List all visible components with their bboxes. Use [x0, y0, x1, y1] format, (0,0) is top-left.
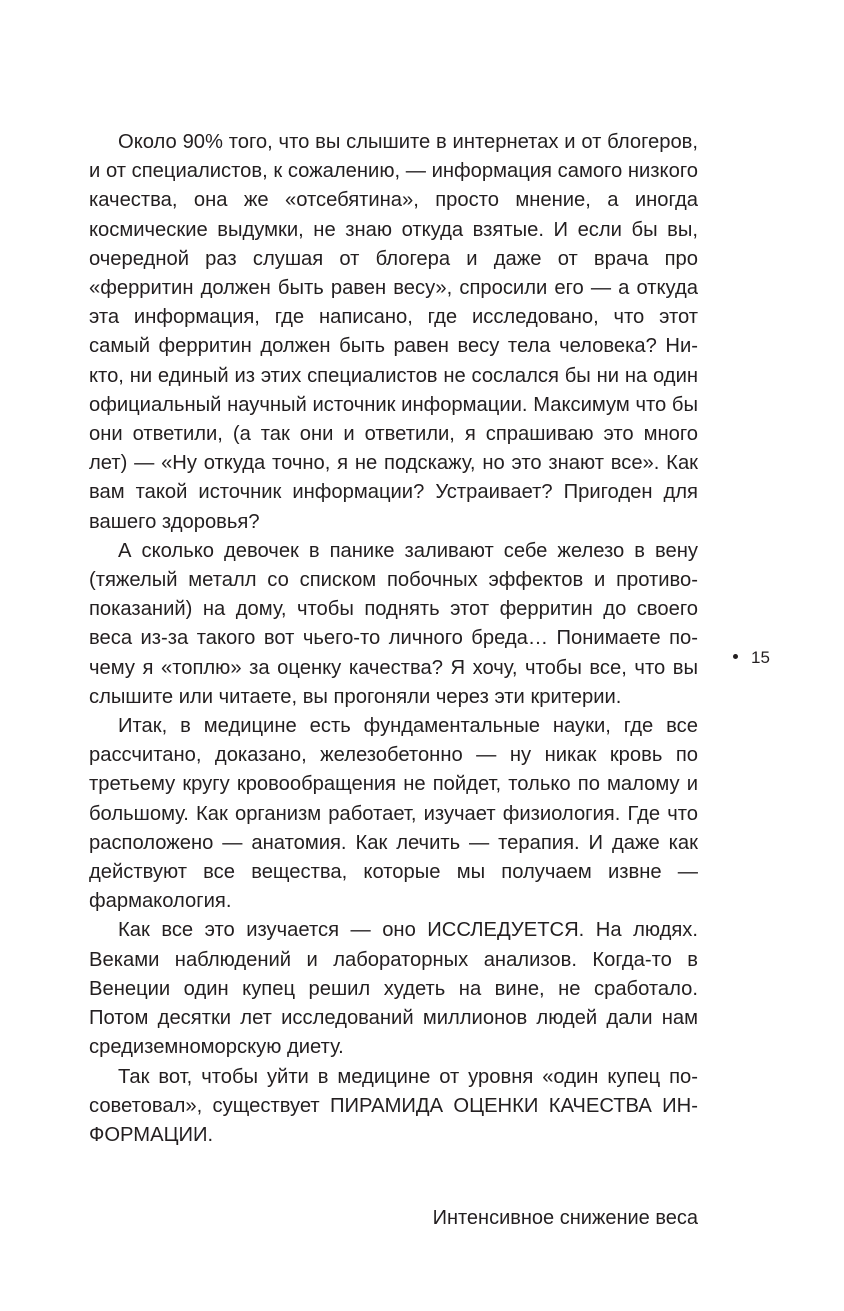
page-number: 15	[751, 648, 770, 667]
page-number-marker	[733, 646, 770, 670]
paragraph-1: Около 90% того, что вы слышите в интернетах и от блогеров, и от специалистов, к сожалению, — информация самого низкого качества, она же «отсебятина», просто мнение, а иногда космические выдумки, не знаю откуда взятые. И если бы вы, очередной раз слушая от блогера и даже от врача про «ферритин должен быть равен весу», спросили его — а откуда эта информация, где написано, где исследовано, что этот самый ферритин должен быть равен весу тела человека? Никто, ни единый из этих специалистов не сослался бы ни на один официальный научный источник информации. Максимум что бы они ответили, (а так они и ответили, я спрашиваю это много лет) — «Ну откуда точно, я не подскажу, но это знают все». Как вам такой источник информации? Устраивает? Пригоден для вашего здоровья?	[89, 131, 698, 533]
paragraph-2: А сколько девочек в панике заливают себе железо в вену (тяжелый металл со списком побочных эффектов и противопоказаний) на дому, чтобы поднять этот ферритин до своего веса из-за такого вот чьего-то личного бреда… Понимаете почему я «топлю» за оценку качества? Я хочу, чтобы все, что вы слышите или читаете, вы прогоняли через эти критерии.	[89, 539, 698, 708]
page-body	[89, 128, 698, 1150]
paragraph-3: Итак, в медицине есть фундаментальные науки, где все рассчитано, доказано, железобетонно — ну никак кровь по третьему кругу кровообращения не пойдет, только по малому и большому. Как организм работает, изучает физиология. Где что расположено — анатомия. Как лечить — терапия. И даже как действуют все вещества, которые мы получаем извне — фармакология.	[89, 715, 698, 913]
running-footer-title: Интенсивное снижение веса	[432, 1207, 698, 1229]
paragraph-4: Как все это изучается — оно ИССЛЕДУЕТСЯ. На людях. Веками наблюдений и лабораторных анализов. Когда-то в Венеции один купец решил худеть на вине, не сработало. Потом десятки лет исследований миллионов людей дали нам средиземноморскую диету.	[89, 919, 698, 1059]
bullet-dot-icon	[733, 654, 738, 659]
paragraph-5: Так вот, чтобы уйти в медицине от уровня «один купец посоветовал», существует ПИРАМИДА ОЦЕНКИ КАЧЕСТВА ИНФОРМАЦИИ.	[89, 1065, 698, 1146]
